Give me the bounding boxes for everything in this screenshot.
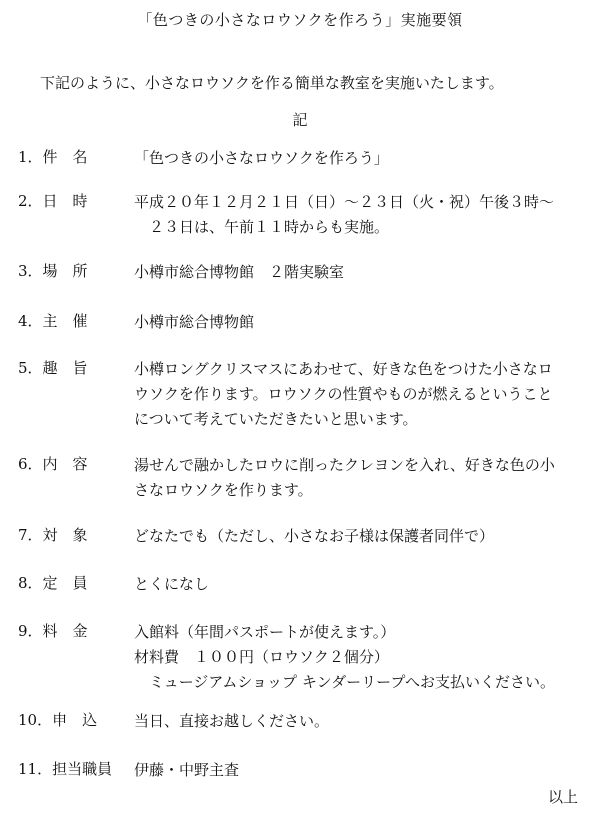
item-line: 小樽市総合博物館 ２階実験室 [134, 263, 345, 281]
item-label: 1．件 名 [18, 148, 88, 166]
item-body [134, 190, 594, 240]
item-line: ２３日は、午前１１時からも実施。 [134, 218, 390, 236]
item-line: 小樽市総合博物館 [134, 313, 255, 331]
item-body [134, 146, 594, 171]
item-body [134, 260, 594, 285]
item-body [134, 620, 594, 695]
item-label: 6．内 容 [18, 455, 88, 473]
item-label: 3．場 所 [18, 262, 88, 280]
item-label: 7．対 象 [18, 526, 88, 544]
item-label: 11．担当職員 [18, 760, 113, 778]
item-line: 材料費 １００円（ロウソク２個分） [134, 648, 389, 666]
item-body [134, 572, 594, 597]
item-label: 4．主 催 [18, 312, 88, 330]
item-line: 伊藤・中野主査 [134, 761, 240, 779]
item-line: 小樽ロングクリスマスにあわせて、好きな色をつけた小さなロ [134, 360, 553, 378]
item-body [134, 310, 594, 335]
item-line: ウソクを作ります。ロウソクの性質やものが燃えるということ [134, 385, 553, 403]
intro-text: 下記のように、小さなロウソクを作る簡単な教室を実施いたします。 [40, 74, 504, 92]
item-body [134, 524, 594, 549]
item-line: ミュージアムショップ キンダーリープへお支払いください。 [134, 673, 556, 691]
item-line: 当日、直接お越しください。 [134, 712, 330, 730]
item-body [134, 758, 594, 783]
item-line: について考えていただきたいと思います。 [134, 410, 418, 428]
item-line: 入館料（年間パスポートが使えます。） [134, 623, 396, 641]
item-label: 2．日 時 [18, 192, 88, 210]
item-line: 湯せんで融かしたロウに削ったクレヨンを入れ、好きな色の小 [134, 456, 555, 474]
item-body [134, 709, 594, 734]
item-line: 「色つきの小さなロウソクを作ろう」 [134, 149, 389, 167]
closing-mark: 以上 [547, 788, 578, 806]
item-line: さなロウソクを作ります。 [134, 481, 313, 499]
item-label: 10．申 込 [18, 711, 98, 729]
item-label: 9．料 金 [18, 622, 88, 640]
ki-heading: 記 [292, 111, 308, 129]
item-label: 5．趣 旨 [18, 359, 88, 377]
document-title: 「色つきの小さなロウソクを作ろう」実施要領 [137, 11, 463, 29]
item-line: とくになし [134, 575, 210, 593]
item-label: 8．定 員 [18, 574, 88, 592]
item-body [134, 357, 594, 432]
item-line: 平成２０年１２月２１日（日）～２３日（火・祝）午後３時～ [134, 193, 555, 211]
item-body [134, 453, 594, 503]
item-line: どなたでも（ただし、小さなお子様は保護者同伴で） [134, 527, 495, 545]
